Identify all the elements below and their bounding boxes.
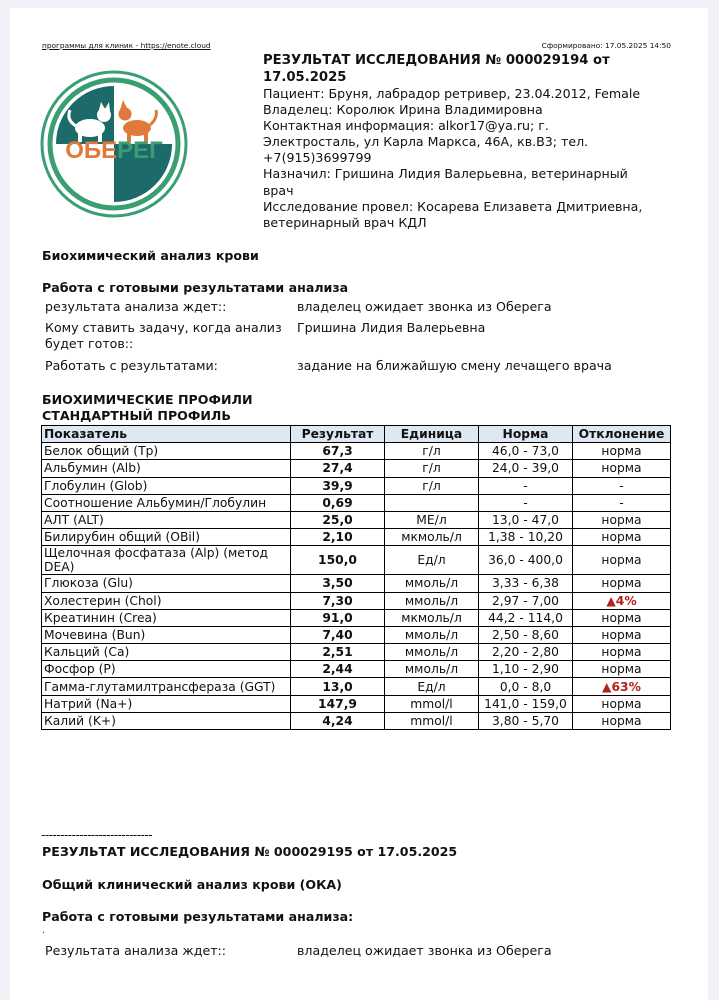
cell-unit: г/л xyxy=(385,477,479,494)
cell-norm: 2,97 - 7,00 xyxy=(479,592,573,609)
report2-analysis-name: Общий клинический анализ крови (ОКА) xyxy=(42,877,342,892)
cell-unit: мкмоль/л xyxy=(385,609,479,626)
performed-by: Исследование провел: Косарева Елизавета Дмитриевна, xyxy=(263,198,643,214)
cell-deviation: норма xyxy=(573,609,671,626)
cell-unit: mmol/l xyxy=(385,712,479,729)
cell-norm: 2,50 - 8,60 xyxy=(479,626,573,643)
cell-result: 3,50 xyxy=(291,575,385,592)
cell-parameter: Соотношение Альбумин/Глобулин xyxy=(42,494,291,511)
col-header: Показатель xyxy=(42,426,291,443)
patient-info: Пациент: Бруня, лабрадор ретривер, 23.04.2012, Female xyxy=(263,86,641,101)
cell-result: 150,0 xyxy=(291,546,385,575)
cell-deviation: норма xyxy=(573,460,671,477)
cell-parameter: Глобулин (Glob) xyxy=(42,477,291,494)
cell-unit: мкмоль/л xyxy=(385,529,479,546)
logo-text: ОБЕРЕГ xyxy=(65,137,163,164)
cell-result: 2,44 xyxy=(291,661,385,678)
clinic-logo xyxy=(40,70,188,218)
cell-norm: 46,0 - 73,0 xyxy=(479,443,573,460)
cell-norm: 1,10 - 2,90 xyxy=(479,661,573,678)
cell-parameter: Щелочная фосфатаза (Alp) (метод DEA) xyxy=(42,546,291,575)
table-row xyxy=(42,546,671,575)
cell-deviation: норма xyxy=(573,575,671,592)
cell-unit xyxy=(385,494,479,511)
cell-parameter: Натрий (Na+) xyxy=(42,695,291,712)
cell-deviation: ▲63% xyxy=(573,678,671,695)
cell-unit: г/л xyxy=(385,460,479,477)
report-header-info xyxy=(263,53,683,231)
cell-result: 7,30 xyxy=(291,592,385,609)
performed-by: ветеринарный врач КДЛ xyxy=(263,214,427,230)
work-row-label: Результата анализа ждет:: xyxy=(45,943,227,958)
work-row-value: Гришина Лидия Валерьевна xyxy=(297,320,486,335)
cell-result: 4,24 xyxy=(291,712,385,729)
cell-deviation: норма xyxy=(573,546,671,575)
cell-unit: МЕ/л xyxy=(385,511,479,528)
table-row xyxy=(42,678,671,695)
cell-deviation: норма xyxy=(573,695,671,712)
cell-result: 2,51 xyxy=(291,644,385,661)
cell-unit: ммоль/л xyxy=(385,644,479,661)
table-header-row xyxy=(42,426,671,443)
cell-unit: ммоль/л xyxy=(385,592,479,609)
dot: . xyxy=(42,926,45,936)
cell-result: 39,9 xyxy=(291,477,385,494)
cell-parameter: Билирубин общий (OBil) xyxy=(42,529,291,546)
work-row-label: результата анализа ждет:: xyxy=(45,299,227,314)
cell-deviation: норма xyxy=(573,443,671,460)
table-row xyxy=(42,592,671,609)
work-heading: Работа с готовыми результатами анализа xyxy=(42,280,349,295)
cell-norm: 13,0 - 47,0 xyxy=(479,511,573,528)
cell-deviation: - xyxy=(573,477,671,494)
cell-result: 27,4 xyxy=(291,460,385,477)
document-page xyxy=(10,8,708,1000)
cell-norm: 3,80 - 5,70 xyxy=(479,712,573,729)
table-row xyxy=(42,460,671,477)
cell-parameter: Альбумин (Alb) xyxy=(42,460,291,477)
cell-parameter: АЛТ (ALT) xyxy=(42,511,291,528)
cell-result: 7,40 xyxy=(291,626,385,643)
results-table xyxy=(41,425,671,730)
cell-norm: - xyxy=(479,494,573,511)
table-row xyxy=(42,644,671,661)
cell-parameter: Фосфор (P) xyxy=(42,661,291,678)
cell-unit: ммоль/л xyxy=(385,626,479,643)
cell-unit: Ед/л xyxy=(385,546,479,575)
cell-deviation: норма xyxy=(573,712,671,729)
contact-line: +7(915)3699799 xyxy=(263,150,372,166)
assigned-by: Назначил: Гришина Лидия Валерьевна, ветеринарный xyxy=(263,166,628,182)
cell-deviation: норма xyxy=(573,529,671,546)
cell-result: 0,69 xyxy=(291,494,385,511)
cell-unit: г/л xyxy=(385,443,479,460)
table-row xyxy=(42,494,671,511)
cell-unit: ммоль/л xyxy=(385,575,479,592)
report2-work-heading: Работа с готовыми результатами анализа: xyxy=(42,909,354,924)
table-row xyxy=(42,477,671,494)
table-row xyxy=(42,712,671,729)
cell-norm: 24,0 - 39,0 xyxy=(479,460,573,477)
cell-result: 91,0 xyxy=(291,609,385,626)
cell-norm: - xyxy=(479,477,573,494)
cell-result: 147,9 xyxy=(291,695,385,712)
cell-deviation: норма xyxy=(573,644,671,661)
cell-parameter: Глюкоза (Glu) xyxy=(42,575,291,592)
contact-line: Контактная информация: alkor17@ya.ru; г. xyxy=(263,118,549,134)
report-title: РЕЗУЛЬТАТ ИССЛЕДОВАНИЯ № 000029194 от 17.05.2025 xyxy=(263,53,610,85)
assigned-by: врач xyxy=(263,182,294,198)
table-row xyxy=(42,609,671,626)
table-row xyxy=(42,511,671,528)
cell-result: 25,0 xyxy=(291,511,385,528)
cell-result: 67,3 xyxy=(291,443,385,460)
cell-parameter: Креатинин (Crea) xyxy=(42,609,291,626)
profile-subheading: СТАНДАРТНЫЙ ПРОФИЛЬ xyxy=(42,408,231,423)
table-row xyxy=(42,695,671,712)
cell-deviation: норма xyxy=(573,511,671,528)
cell-norm: 1,38 - 10,20 xyxy=(479,529,573,546)
work-row-label: будет готов:: xyxy=(45,336,134,351)
table-row xyxy=(42,575,671,592)
cell-deviation: норма xyxy=(573,661,671,678)
work-row-value: владелец ожидает звонка из Оберега xyxy=(297,943,552,958)
cell-result: 13,0 xyxy=(291,678,385,695)
work-row-label: Кому ставить задачу, когда анализ xyxy=(45,320,282,335)
analysis-name: Биохимический анализ крови xyxy=(42,248,259,263)
table-row xyxy=(42,626,671,643)
cell-parameter: Холестерин (Chol) xyxy=(42,592,291,609)
cell-unit: Ед/л xyxy=(385,678,479,695)
work-row-value: задание на ближайшую смену лечащего врача xyxy=(297,358,612,373)
cell-parameter: Калий (K+) xyxy=(42,712,291,729)
cell-unit: mmol/l xyxy=(385,695,479,712)
col-header: Результат xyxy=(291,426,385,443)
report2-title: РЕЗУЛЬТАТ ИССЛЕДОВАНИЯ № 000029195 от 17.05.2025 xyxy=(42,844,458,859)
cell-deviation: ▲4% xyxy=(573,592,671,609)
col-header: Отклонение xyxy=(573,426,671,443)
cell-deviation: норма xyxy=(573,626,671,643)
cell-deviation: - xyxy=(573,494,671,511)
cell-result: 2,10 xyxy=(291,529,385,546)
separator: ----------------------------- xyxy=(41,828,153,842)
cell-parameter: Белок общий (Тр) xyxy=(42,443,291,460)
work-row-value: владелец ожидает звонка из Оберега xyxy=(297,299,552,314)
enote-link[interactable]: программы для клиник - https://enote.cloud xyxy=(42,41,211,50)
cell-parameter: Кальций (Ca) xyxy=(42,644,291,661)
table-row xyxy=(42,529,671,546)
cell-parameter: Гамма-глутамилтрансфераза (GGT) xyxy=(42,678,291,695)
cell-unit: ммоль/л xyxy=(385,661,479,678)
owner-info: Владелец: Королюк Ирина Владимировна xyxy=(263,102,543,118)
cell-norm: 0,0 - 8,0 xyxy=(479,678,573,695)
work-row-label: Работать с результатами: xyxy=(45,358,218,373)
cell-norm: 36,0 - 400,0 xyxy=(479,546,573,575)
cell-norm: 3,33 - 6,38 xyxy=(479,575,573,592)
col-header: Единица xyxy=(385,426,479,443)
table-row xyxy=(42,661,671,678)
cell-parameter: Мочевина (Bun) xyxy=(42,626,291,643)
contact-line: Электросталь, ул Карла Маркса, 46А, кв.В3; тел. xyxy=(263,134,589,150)
profile-heading: БИОХИМИЧЕСКИЕ ПРОФИЛИ xyxy=(42,392,253,407)
cell-norm: 141,0 - 159,0 xyxy=(479,695,573,712)
table-row xyxy=(42,443,671,460)
col-header: Норма xyxy=(479,426,573,443)
generated-timestamp: Сформировано: 17.05.2025 14:50 xyxy=(541,41,671,50)
cell-norm: 2,20 - 2,80 xyxy=(479,644,573,661)
cell-norm: 44,2 - 114,0 xyxy=(479,609,573,626)
